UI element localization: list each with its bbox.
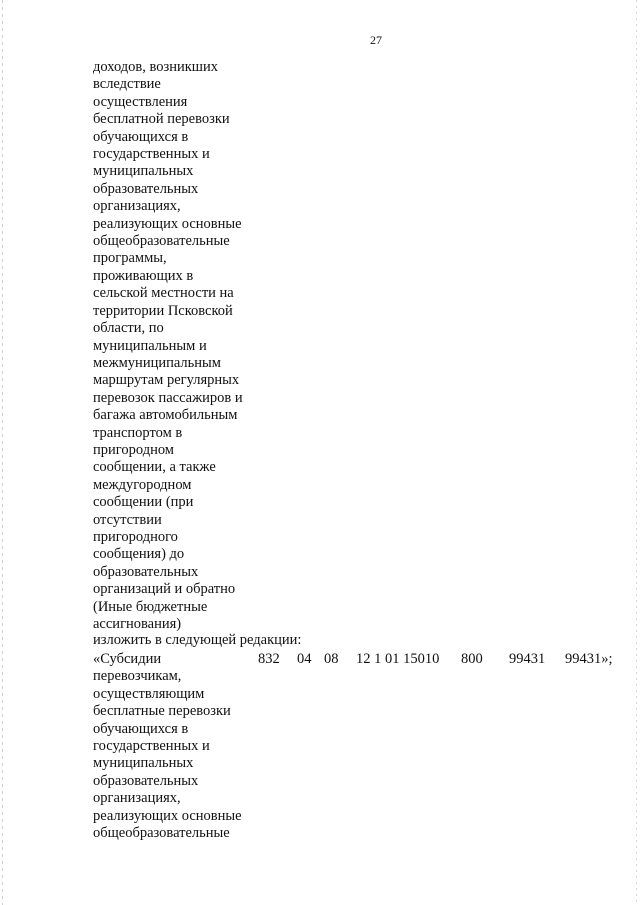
target-article-code: 12 1 01 15010: [356, 651, 440, 667]
text-line: реализующих основные: [93, 215, 242, 232]
instruction-text: изложить в следующей редакции:: [93, 632, 302, 648]
text-line: перевозчикам,: [93, 668, 182, 685]
text-line: маршрутам регулярных: [93, 372, 240, 389]
text-line: территории Псковской: [93, 302, 233, 319]
text-line: организаций и обратно: [93, 581, 236, 598]
text-line: государственных и: [93, 738, 210, 755]
text-line: отсутствии: [93, 511, 162, 528]
ministry-code: 832: [258, 651, 280, 667]
text-line: пригородного: [93, 528, 178, 545]
amount-1: 99431: [509, 651, 546, 667]
subsection-code: 08: [324, 651, 339, 667]
expense-type-code: 800: [461, 651, 483, 667]
scan-edge-right: [636, 0, 637, 905]
text-line: образовательных: [93, 180, 199, 197]
old-entry-text: [93, 59, 243, 633]
new-entry-text: [93, 651, 242, 842]
section-code: 04: [297, 651, 312, 667]
text-line: общеобразовательные: [93, 825, 230, 842]
text-line: сообщении, а также: [93, 459, 216, 476]
text-line: обучающихся в: [93, 720, 189, 737]
text-line: сообщении (при: [93, 494, 194, 511]
scan-edge-left: [2, 0, 3, 905]
text-line: программы,: [93, 250, 167, 267]
text-line: доходов, возникших: [93, 59, 218, 75]
text-line: образовательных: [93, 563, 199, 580]
text-line: проживающих в: [93, 267, 194, 284]
text-line: организациях,: [93, 198, 181, 215]
text-line: области, по: [93, 320, 164, 337]
text-line: муниципальных: [93, 163, 194, 180]
text-line: муниципальных: [93, 755, 194, 772]
text-line: пригородном: [93, 441, 174, 458]
amount-2: 99431»;: [565, 651, 613, 667]
text-line: реализующих основные: [93, 807, 242, 824]
text-line: сельской местности на: [93, 285, 234, 302]
text-line: перевозок пассажиров и: [93, 389, 243, 406]
text-line: бесплатной перевозки: [93, 111, 230, 128]
text-line: государственных и: [93, 146, 210, 163]
text-line: транспортом в: [93, 424, 183, 441]
text-line: (Иные бюджетные: [93, 598, 208, 615]
text-line: осуществляющим: [93, 685, 205, 702]
text-line: обучающихся в: [93, 128, 189, 145]
text-line: образовательных: [93, 772, 199, 789]
text-line: муниципальным и: [93, 337, 207, 354]
text-line: вследствие: [93, 76, 161, 93]
text-line: ассигнования): [93, 616, 182, 632]
text-line: межмуниципальным: [93, 354, 221, 371]
page-number: 27: [370, 33, 382, 47]
text-line: организациях,: [93, 790, 181, 807]
text-line: багажа автомобильным: [93, 407, 238, 424]
text-line: «Субсидии: [93, 651, 162, 667]
text-line: общеобразовательные: [93, 233, 230, 250]
text-line: бесплатные перевозки: [93, 703, 231, 720]
text-line: сообщения) до: [93, 546, 185, 563]
text-line: осуществления: [93, 93, 188, 110]
text-line: междугородном: [93, 476, 192, 493]
